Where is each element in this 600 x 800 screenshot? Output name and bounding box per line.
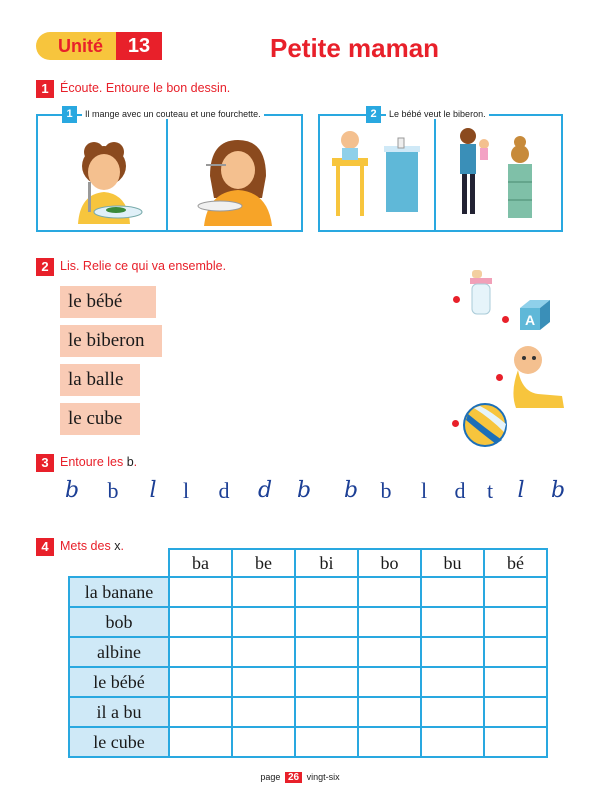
exercise-1-item-1-number: 1 — [62, 106, 77, 123]
exercise-1-item-1-text: Il mange avec un couteau et une fourchette. — [82, 109, 264, 119]
exercise-1-item-2-number: 2 — [366, 106, 381, 123]
table-row — [69, 697, 547, 727]
ball-picture[interactable] — [462, 402, 508, 448]
column-header: be — [232, 549, 295, 577]
word-le-bebe[interactable]: le bébé — [60, 286, 156, 318]
crawling-baby-picture[interactable] — [508, 342, 568, 412]
letter-13[interactable]: l — [517, 478, 525, 503]
letter-10[interactable]: l — [420, 478, 428, 503]
girl-eating-picture[interactable] — [182, 126, 292, 226]
grid-cell[interactable] — [358, 697, 421, 727]
instruction-target: b — [126, 455, 134, 469]
word-le-biberon[interactable]: le biberon — [60, 325, 162, 357]
unit-label: Unité — [58, 36, 103, 56]
grid-cell[interactable] — [295, 607, 358, 637]
grid-cell[interactable] — [169, 577, 232, 607]
instruction-suffix: . — [133, 455, 138, 469]
grid-header-row — [69, 549, 547, 577]
exercise-3-instruction — [60, 455, 137, 469]
grid-cell[interactable] — [484, 577, 547, 607]
grid-cell[interactable] — [295, 667, 358, 697]
table-row — [69, 637, 547, 667]
exercise-1-item-2-text: Le bébé veut le biberon. — [386, 109, 489, 119]
grid-cell[interactable] — [358, 637, 421, 667]
grid-cell[interactable] — [295, 697, 358, 727]
exercise-1-instruction: Écoute. Entoure le bon dessin. — [60, 81, 231, 95]
grid-cell[interactable] — [232, 727, 295, 757]
grid-cell[interactable] — [232, 607, 295, 637]
column-header: bo — [358, 549, 421, 577]
boy-eating-picture[interactable] — [58, 124, 158, 224]
page-footer — [0, 772, 600, 783]
grid-cell[interactable] — [484, 697, 547, 727]
grid-cell[interactable] — [169, 697, 232, 727]
grid-corner — [69, 549, 169, 577]
grid-cell[interactable] — [169, 727, 232, 757]
grid-cell[interactable] — [421, 727, 484, 757]
exercise-2-instruction: Lis. Relie ce qui va ensemble. — [60, 259, 227, 273]
grid-cell[interactable] — [358, 727, 421, 757]
grid-cell[interactable] — [421, 577, 484, 607]
table-row — [69, 607, 547, 637]
divider — [166, 114, 168, 232]
unit-tab — [36, 32, 162, 60]
grid-cell[interactable] — [421, 637, 484, 667]
grid-cell[interactable] — [358, 607, 421, 637]
row-header: bob — [69, 607, 169, 637]
letter-4[interactable]: l — [182, 478, 190, 503]
connect-dot[interactable] — [453, 296, 460, 303]
footer-suffix: vingt-six — [306, 772, 340, 782]
column-header: bu — [421, 549, 484, 577]
exercise-4-number: 4 — [36, 538, 54, 556]
letter-12[interactable]: t — [486, 478, 494, 503]
table-row — [69, 667, 547, 697]
cube-letter: A — [524, 312, 536, 328]
exercise-1-number: 1 — [36, 80, 54, 98]
grid-cell[interactable] — [421, 667, 484, 697]
grid-cell[interactable] — [232, 697, 295, 727]
letter-5[interactable]: d — [218, 478, 230, 503]
grid-cell[interactable] — [421, 697, 484, 727]
instruction-prefix: Entoure les — [60, 455, 127, 469]
grid-cell[interactable] — [232, 637, 295, 667]
letter-8[interactable]: b — [343, 478, 359, 503]
grid-cell[interactable] — [169, 667, 232, 697]
grid-cell[interactable] — [484, 637, 547, 667]
grid-cell[interactable] — [295, 637, 358, 667]
page-title: Petite maman — [270, 33, 440, 63]
footer-prefix: page — [260, 772, 281, 782]
grid-cell[interactable] — [232, 577, 295, 607]
unit-number: 13 — [116, 32, 162, 60]
grid-cell[interactable] — [295, 727, 358, 757]
letter-1[interactable]: b — [64, 478, 80, 503]
column-header: bi — [295, 549, 358, 577]
column-header: bé — [484, 549, 547, 577]
instruction-target: x — [114, 539, 121, 553]
row-header: albine — [69, 637, 169, 667]
grid-cell[interactable] — [295, 577, 358, 607]
row-header: la banane — [69, 577, 169, 607]
instruction-suffix: . — [120, 539, 124, 553]
grid-cell[interactable] — [358, 667, 421, 697]
table-row — [69, 577, 547, 607]
connect-dot[interactable] — [502, 316, 509, 323]
column-header: ba — [169, 549, 232, 577]
syllable-grid — [68, 548, 548, 758]
grid-cell[interactable] — [484, 727, 547, 757]
exercise-3-number: 3 — [36, 454, 54, 472]
grid-cell[interactable] — [358, 577, 421, 607]
baby-high-chair-picture[interactable] — [326, 124, 426, 224]
connect-dot[interactable] — [452, 420, 459, 427]
baby-bottle-picture[interactable] — [466, 266, 502, 318]
letter-14[interactable]: b — [550, 478, 566, 503]
grid-cell[interactable] — [421, 607, 484, 637]
letter-9[interactable]: b — [380, 478, 392, 503]
word-le-cube[interactable]: le cube — [60, 403, 140, 435]
grid-cell[interactable] — [484, 607, 547, 637]
grid-cell[interactable] — [484, 667, 547, 697]
exercise-2-number: 2 — [36, 258, 54, 276]
divider — [434, 114, 436, 232]
letter-2[interactable]: b — [107, 478, 119, 503]
mother-baby-teddy-picture[interactable] — [446, 124, 556, 224]
letter-7[interactable]: b — [296, 478, 312, 503]
row-header: le cube — [69, 727, 169, 757]
page-number: 26 — [285, 772, 302, 783]
alphabet-cube-picture[interactable] — [516, 298, 552, 334]
grid-cell[interactable] — [169, 607, 232, 637]
word-la-balle[interactable]: la balle — [60, 364, 140, 396]
connect-dot[interactable] — [496, 374, 503, 381]
grid-cell[interactable] — [169, 637, 232, 667]
instruction-prefix: Mets des — [60, 539, 115, 553]
row-header: il a bu — [69, 697, 169, 727]
letter-6[interactable]: d — [257, 478, 273, 503]
letter-11[interactable]: d — [454, 478, 466, 503]
row-header: le bébé — [69, 667, 169, 697]
table-row — [69, 727, 547, 757]
letter-3[interactable]: l — [149, 478, 157, 503]
grid-cell[interactable] — [232, 667, 295, 697]
